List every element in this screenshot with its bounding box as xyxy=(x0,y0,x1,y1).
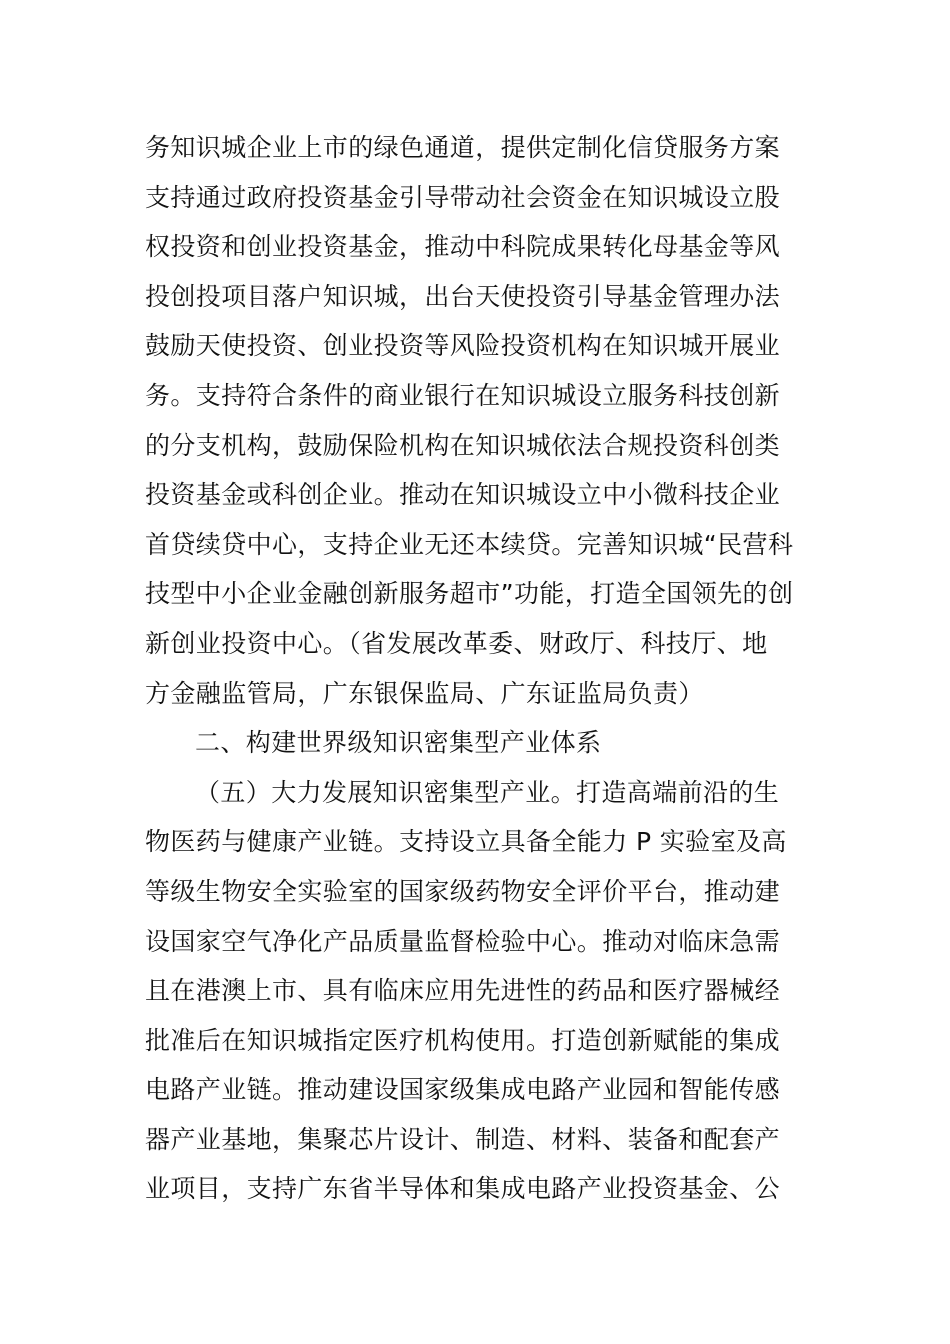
body-text xyxy=(145,123,810,1214)
text-line: 投资基金或科创企业。推动在知识城设立中小微科技企业 xyxy=(145,480,781,510)
paragraph-start-line: （五）大力发展知识密集型产业。打造高端前沿的生 xyxy=(195,777,780,807)
section-heading: 二、构建世界级知识密集型产业体系 xyxy=(195,728,602,758)
text-line: 技型中小企业金融创新服务超市”功能，打造全国领先的创 xyxy=(145,579,794,609)
text-line: 首贷续贷中心，支持企业无还本续贷。完善知识城“民营科 xyxy=(145,529,794,559)
text-line: 业项目，支持广东省半导体和集成电路产业投资基金、公 xyxy=(145,1174,781,1204)
text-line: 设国家空气净化产品质量监督检验中心。推动对临床急需 xyxy=(145,926,781,956)
text-line: 务知识城企业上市的绿色通道，提供定制化信贷服务方案 xyxy=(145,133,781,162)
text-line: 且在港澳上市、具有临床应用先进性的药品和医疗器械经 xyxy=(145,976,781,1006)
text-line: 投创投项目落户知识城，出台天使投资引导基金管理办法 xyxy=(145,281,781,311)
text-line: 务。支持符合条件的商业银行在知识城设立服务科技创新 xyxy=(145,380,781,410)
text-line: 方金融监管局，广东银保监局、广东证监局负责） xyxy=(145,678,704,708)
text-line: 鼓励天使投资、创业投资等风险投资机构在知识城开展业 xyxy=(145,331,781,361)
text-line: 器产业基地，集聚芯片设计、制造、材料、装备和配套产 xyxy=(145,1124,781,1154)
text-line: 等级生物安全实验室的国家级药物安全评价平台，推动建 xyxy=(145,876,781,906)
text-line: 物医药与健康产业链。支持设立具备全能力 P 实验室及高 xyxy=(145,827,787,857)
text-line: 权投资和创业投资基金，推动中科院成果转化母基金等风 xyxy=(145,232,781,262)
text-line: 电路产业链。推动建设国家级集成电路产业园和智能传感 xyxy=(145,1075,781,1105)
text-line: 的分支机构，鼓励保险机构在知识城依法合规投资科创类 xyxy=(145,430,781,460)
text-line: 新创业投资中心。（省发展改革委、财政厅、科技厅、地 xyxy=(145,628,768,658)
text-line: 批准后在知识城指定医疗机构使用。打造创新赋能的集成 xyxy=(145,1025,781,1055)
text-line: 支持通过政府投资基金引导带动社会资金在知识城设立股 xyxy=(145,182,781,212)
